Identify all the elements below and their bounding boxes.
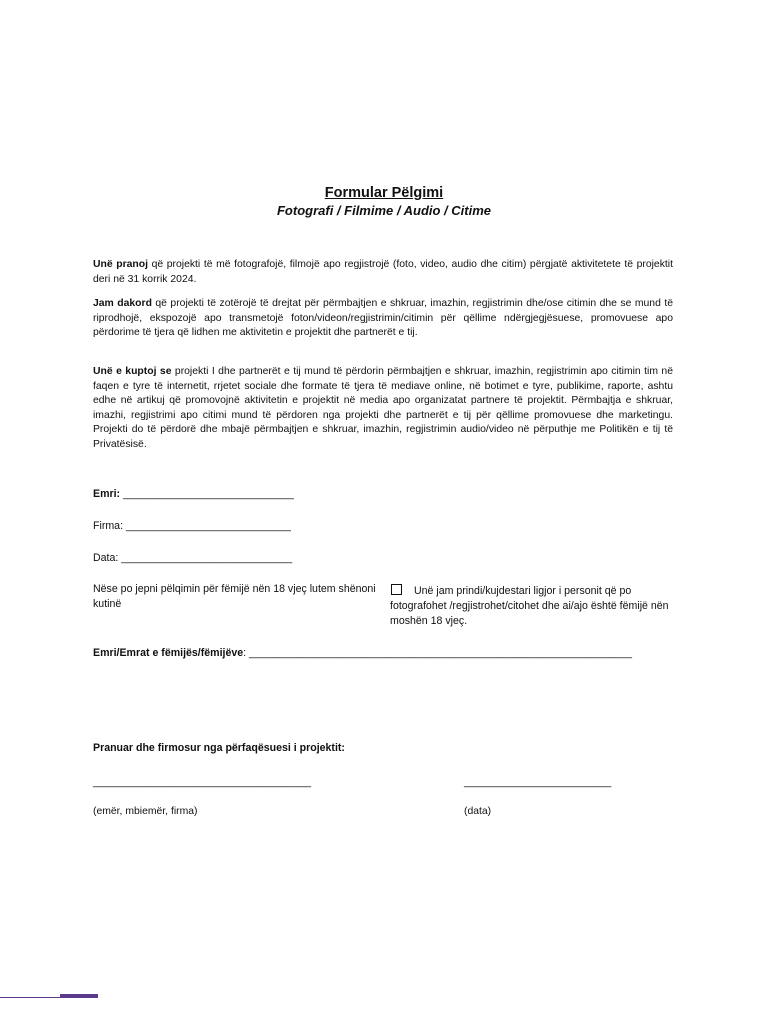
paragraph-2-text: që projekti të zotërojë të drejtat për përmbajtjen e shkruar, imazhin, regjistrimin dhe/ose citimin dhe se mund të riprodhojë, ekspozojë apo transmetojë foton/videon/regjistrimin/citimin për qëllime ndërgjegjësuese, promovuese apo përdorime të tjera që lidhen me aktivitetin e projektit dhe partnerët e tij. bbox=[93, 298, 674, 339]
children-names-field[interactable] bbox=[93, 646, 632, 660]
paragraph-3-text: projekti I dhe partnerët e tij mund të përdorin përmbajtjen e shkruar, imazhin, regjistrimin apo citimin tim në faqen e tyre të internetit, rrjetet sociale dhe formate të tjera të mediave online, në botimet e tyre, publikime, raporte, ashtu edhe në artikuj që promovojnë aktivitetin e projektit në media apo organizatat partnere të projektit. Përmbajtja e shkruar, imazhi, regjistrimi apo citimi mund të përdoren nga projekti dhe partnerët e tij për qëllime promovuese dhe marketingu. Projekti do të përdorë dhe mbajë përmbajtjen e shkruar, imazhin, regjistrimin audio/video në përputhje me Politikën e tij të Privatësisë. bbox=[93, 366, 673, 450]
guardian-checkbox-text: Unë jam prindi/kujdestari ligjor i personit që po fotografohet /regjistrohet/citohet dhe ai/ajo është fëmijë nën moshën 18 vjeç. bbox=[390, 585, 669, 627]
representative-signature-caption: (emër, mbiemër, firma) bbox=[93, 806, 198, 817]
guardian-checkbox-row[interactable] bbox=[390, 584, 680, 629]
consent-paragraph-2 bbox=[93, 297, 673, 341]
signature-field[interactable] bbox=[93, 519, 291, 533]
minor-consent-note: Nëse po jepni pëlqimin për fëmijë nën 18 vjeç lutem shënoni kutinë bbox=[93, 583, 376, 610]
representative-signature-line[interactable]: _____________________________________ bbox=[93, 776, 311, 788]
children-names-line[interactable]: : _________________________________________________________________ bbox=[243, 647, 633, 659]
date-field[interactable] bbox=[93, 551, 292, 565]
children-names-label: Emri/Emrat e fëmijës/fëmijëve bbox=[93, 647, 244, 659]
signature-field-line[interactable]: ____________________________ bbox=[123, 520, 291, 532]
paragraph-1-lead: Unë pranoj bbox=[93, 259, 148, 270]
date-field-label: Data: bbox=[93, 552, 119, 564]
form-subtitle: Fotografi / Filmime / Audio / Citime bbox=[276, 203, 492, 218]
date-field-line[interactable]: _____________________________ bbox=[118, 552, 293, 564]
paragraph-1-text: që projekti të më fotografojë, filmojë apo regjistrojë (foto, video, audio dhe citim) përgjatë aktivitetete të projektit deri në 31 korrik 2024. bbox=[93, 259, 673, 285]
name-field-line[interactable]: _____________________________ bbox=[120, 488, 294, 500]
paragraph-2-lead: Jam dakord bbox=[93, 298, 152, 309]
name-field-label: Emri: bbox=[93, 488, 121, 500]
paragraph-3-lead: Unë e kuptoj se bbox=[93, 366, 172, 377]
representative-date-caption: (data) bbox=[464, 806, 492, 817]
form-title: Formular Pëlgimi bbox=[324, 185, 444, 201]
signature-field-label: Firma: bbox=[93, 520, 124, 532]
name-field[interactable] bbox=[93, 487, 294, 501]
consent-paragraph-1 bbox=[93, 258, 673, 287]
title-block bbox=[0, 184, 768, 220]
guardian-checkbox[interactable] bbox=[391, 584, 402, 595]
consent-paragraph-3 bbox=[93, 365, 673, 453]
footer-accent-bar bbox=[60, 994, 98, 998]
representative-date-line[interactable]: _________________________ bbox=[464, 776, 612, 788]
accepted-by-label: Pranuar dhe firmosur nga përfaqësuesi i projektit: bbox=[93, 742, 345, 754]
